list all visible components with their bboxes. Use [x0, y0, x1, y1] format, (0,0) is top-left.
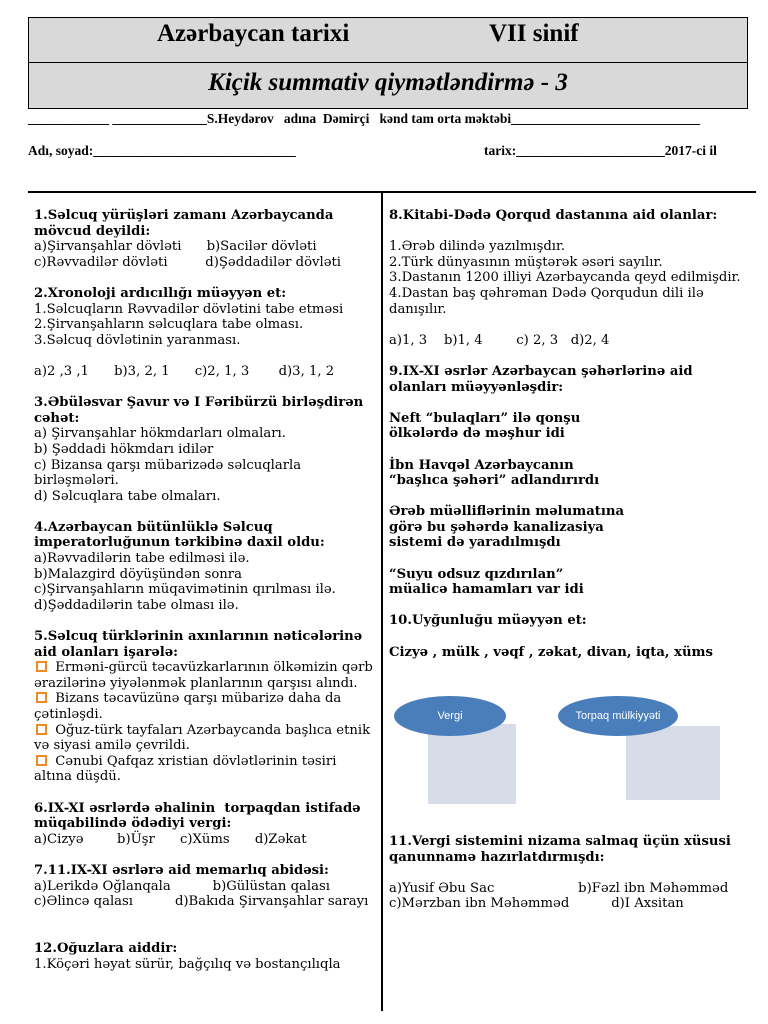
header-subject-bar: [28, 17, 748, 63]
q9-item-1b: ölkələrdə də məşhur idi: [389, 426, 565, 442]
q7-options-cd: c)Əlincə qalası d)Bakıda Şirvanşahlar sarayı: [34, 894, 369, 910]
school-line: ____________ ______________S.Heydərov adına Dəmirçi kənd tam orta məktəbi____________________________: [28, 111, 701, 126]
q3-option-c: c) Bizansa qarşı mübarizədə səlcuqlarla birləşmələri.: [34, 457, 306, 489]
q9-item-3a: Ərəb müəlliflərinin məlumatına: [389, 504, 624, 520]
answer-box-land[interactable]: [626, 726, 720, 800]
checkbox-icon[interactable]: [36, 724, 47, 735]
q9-item-2a: İbn Havqəl Azərbaycanın: [389, 457, 574, 473]
q2-item-3: 3.Səlcuq dövlətinin yaranması.: [34, 332, 241, 348]
q9-item-3b: görə bu şəhərdə kanalizasiya: [389, 519, 604, 535]
page-title: Kiçik summativ qiymətləndirmə - 3: [28, 62, 748, 109]
q7-title: 7.11.IX-XI əsrlərə aid memarlıq abidəsi:: [34, 862, 329, 878]
left-column: [34, 208, 378, 972]
checkbox-icon[interactable]: [36, 755, 47, 766]
q8-options: a)1, 3 b)1, 4 c) 2, 3 d)2, 4: [389, 332, 610, 348]
q4-option-a: a)Rəvvadilərin tabe edilməsi ilə.: [34, 551, 250, 567]
right-column: [389, 208, 749, 660]
checkbox-icon[interactable]: [36, 692, 47, 703]
name-field: Adı, soyad:______________________________: [28, 143, 296, 158]
q8-item-4: 4.Dastan baş qəhrəman Dədə Qorqudun dili ilə danışılır.: [389, 285, 708, 317]
q11-options-ab: a)Yusif Əbu Sac b)Fəzl ibn Məhəmməd: [389, 880, 729, 896]
grade-label: VII sinif: [489, 20, 579, 47]
q5-choice-4[interactable]: [34, 754, 374, 785]
q4-option-d: d)Şəddadilərin tabe olması ilə.: [34, 597, 239, 613]
q2-item-1: 1.Səlcuqların Rəvvadilər dövlətini tabe etməsi: [34, 301, 344, 317]
q1-options-ab: a)Şirvanşahlar dövləti b)Sacilər dövləti: [34, 239, 317, 255]
q4-option-c: c)Şirvanşahların müqavimətinin qırılması ilə.: [34, 582, 336, 598]
q4-option-b: b)Malazgird döyüşündən sonra: [34, 566, 242, 582]
q9-item-4a: “Suyu odsuz qızdırılan”: [389, 566, 564, 582]
q9-item-3c: sistemi də yaradılmışdı: [389, 535, 561, 551]
q9-item-2b: “başlıca şəhəri” adlandırırdı: [389, 473, 600, 489]
q11-title: 11.Vergi sistemini nizama salmaq üçün xüsusi qanunnamə hazırlatdırmışdı:: [389, 834, 736, 865]
q8-item-2: 2.Türk dünyasının müştərək əsəri sayılır.: [389, 254, 663, 270]
q2-title: 2.Xronoloji ardıcıllığı müəyyən et:: [34, 285, 287, 301]
q3-title: 3.Əbüləsvar Şavur və I Fəribürzü birləşdirən cəhət:: [34, 395, 368, 426]
q4-title: 4.Azərbaycan bütünlüklə Səlcuq imperatorluğunun tərkibinə daxil oldu:: [34, 519, 325, 551]
q10-terms: Cizyə , mülk , vəqf , zəkat, divan, iqta, xüms: [389, 644, 713, 660]
q2-item-2: 2.Şirvanşahların səlcuqlara tabe olması.: [34, 317, 304, 333]
column-divider: [381, 191, 383, 1011]
q3-option-d: d) Səlcuqlara tabe olmaları.: [34, 488, 221, 504]
q9-item-1a: Neft “bulaqları” ilə qonşu: [389, 410, 581, 426]
answer-box-tax[interactable]: [428, 724, 516, 804]
q5-choice-1-text: Erməni-gürcü təcavüzkarlarının ölkəmizin qərb ərazilərinə yiyələnmək planlarının qarşısı alındı.: [34, 660, 378, 691]
q5-choice-4-text: Cənubi Qafqaz xristian dövlətlərinin təsiri altına düşdü.: [34, 753, 341, 785]
checkbox-icon[interactable]: [36, 661, 47, 672]
q2-options: a)2 ,3 ,1 b)3, 2, 1 c)2, 1, 3 d)3, 1, 2: [34, 363, 335, 379]
q7-options-ab: a)Lerikdə Oğlanqala b)Gülüstan qalası: [34, 878, 330, 894]
q5-choice-2-text: Bizans təcavüzünə qarşı mübarizə daha da çətinləşdi.: [34, 691, 346, 722]
q1-options-cd: c)Rəvvadilər dövləti d)Şəddadilər dövləti: [34, 254, 342, 270]
q10-title: 10.Uyğunluğu müəyyən et:: [389, 613, 587, 629]
q5-choice-3[interactable]: [34, 723, 374, 754]
q5-choice-3-text: Oğuz-türk tayfaları Azərbaycanda başlıca etnik və siyasi amilə çevrildi.: [34, 722, 375, 754]
q11-options-cd: c)Mərzban ibn Məhəmməd d)I Axsitan: [389, 896, 684, 912]
q6-title: 6.IX-XI əsrlərdə əhalinin torpaqdan istifadə müqabilində ödədiyi vergi:: [34, 800, 366, 832]
date-field: tarix:______________________2017-ci il: [484, 143, 717, 158]
horizontal-divider: [28, 191, 756, 193]
q5-choice-1[interactable]: [34, 660, 378, 691]
q9-item-4b: müalicə hamamları var idi: [389, 582, 584, 598]
q8-title: 8.Kitabi-Dədə Qorqud dastanına aid olanlar:: [389, 208, 718, 223]
q1-title: 1.Səlcuq yürüşləri zamanı Azərbaycanda mövcud deyildi:: [34, 208, 339, 239]
q12-title: 12.Oğuzlara aiddir:: [34, 940, 178, 956]
category-land-ownership: Torpaq mülkiyyəti: [558, 696, 678, 736]
matching-diagram: [390, 690, 730, 810]
q5-title: 5.Səlcuq türklərinin axınlarının nəticələrinə aid olanları işarələ:: [34, 629, 367, 660]
subject-title: Azərbaycan tarixi: [157, 20, 350, 47]
q8-item-1: 1.Ərəb dilində yazılmışdır.: [389, 239, 566, 255]
q9-title: 9.IX-XI əsrlər Azərbaycan şəhərlərinə aid olanları müəyyənləşdir:: [389, 363, 698, 395]
right-column-bottom: [389, 834, 749, 912]
q5-choice-2[interactable]: [34, 691, 374, 722]
q3-option-a: a) Şirvanşahlar hökmdarları olmaları.: [34, 426, 286, 442]
q12-item-1: 1.Köçəri həyat sürür, bağçılıq və bostançılıqla: [34, 956, 341, 972]
q3-option-b: b) Şəddadi hökmdarı idilər: [34, 441, 214, 457]
category-tax: Vergi: [394, 696, 506, 736]
q6-options: a)Cizyə b)Üşr c)Xüms d)Zəkat: [34, 831, 307, 847]
q8-item-3: 3.Dastanın 1200 illiyi Azərbaycanda qeyd edilmişdir.: [389, 270, 741, 286]
